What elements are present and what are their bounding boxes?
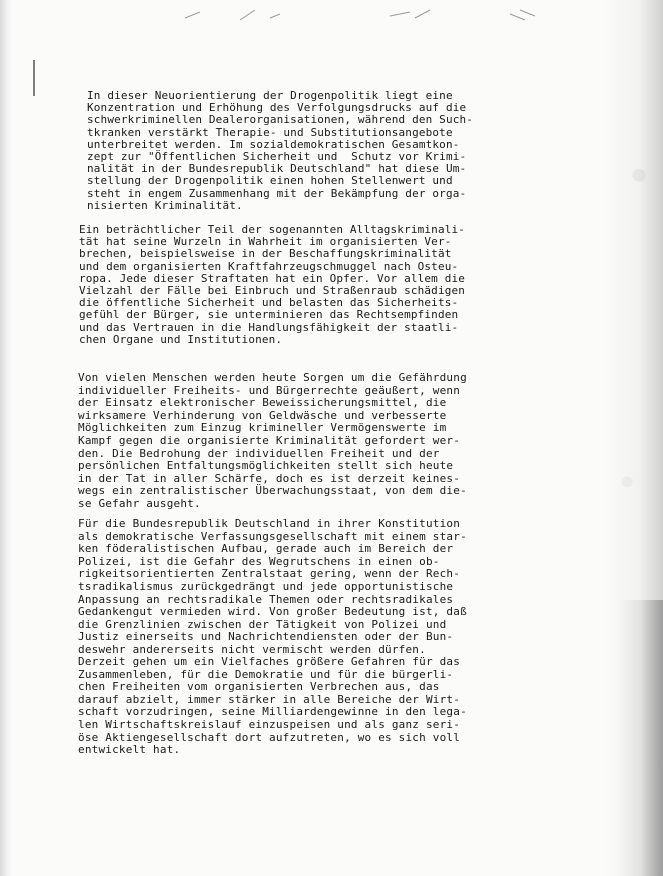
text-line: ropa. Jede dieser Straftaten hat ein Opfer. Vor allem die bbox=[79, 271, 466, 285]
text-line: individueller Freiheits- und Bürgerrechte geäußert, wenn bbox=[78, 383, 461, 397]
text-line: chen Freiheiten vom organisierten Verbrechen aus, das bbox=[78, 680, 440, 694]
text-line: Kampf gegen die organisierte Kriminalität gefordert wer- bbox=[78, 433, 461, 447]
text-line: Möglichkeiten zum Einzug krimineller Vermögenswerte im bbox=[78, 421, 447, 435]
text-line: nisierten Kriminalität. bbox=[87, 198, 243, 212]
text-line: rigkeitsorientierten Zentralstaat gering, wenn der Rech- bbox=[78, 567, 461, 581]
text-line: schaft vorzudringen, seine Milliardengewinne in den lega- bbox=[78, 705, 467, 719]
text-line: len Wirtschaftskreislauf einzuspeisen und als ganz seri- bbox=[78, 717, 461, 731]
text-line: wegs ein zentralistischer Überwachungsstaat, von dem die- bbox=[78, 484, 467, 498]
text-line: die öffentliche Sicherheit und belasten das Sicherheits- bbox=[79, 296, 459, 310]
text-line: deswehr andererseits nicht vermischt werden dürfen. bbox=[78, 642, 426, 656]
text-line: als demokratische Verfassungsgesellschaft mit einem star- bbox=[78, 529, 467, 543]
text-line: Für die Bundesrepublik Deutschland in ihrer Konstitution bbox=[78, 517, 461, 530]
text-line: chen Organe und Institutionen. bbox=[79, 332, 283, 346]
text-line: Vielzahl der Fälle bei Einbruch und Straßenraub schädigen bbox=[79, 284, 466, 298]
paragraph-organized-crime-dangers bbox=[78, 656, 467, 757]
text-line: Anpassung an rechtsradikale Themen oder rechtsradikales bbox=[78, 592, 454, 606]
text-line: Gedankengut vermieden wird. Von großer Bedeutung ist, daß bbox=[78, 605, 467, 619]
text-line: der Einsatz elektronischer Beweissicherungsmittel, die bbox=[78, 396, 447, 410]
text-line: die Grenzlinien zwischen der Tätigkeit von Polizei und bbox=[78, 617, 447, 631]
text-line: und das Vertrauen in die Handlungsfähigkeit der staatli- bbox=[79, 320, 459, 334]
text-line: steht in engem Zusammenhang mit der Bekämpfung der orga- bbox=[87, 186, 467, 200]
text-line: Derzeit gehen um ein Vielfaches größere Gefahren für das bbox=[78, 655, 461, 668]
text-line: zept zur "Öffentlichen Sicherheit und Schutz vor Krimi- bbox=[87, 150, 467, 164]
text-line: und dem organisierten Kraftfahrzeugschmuggel nach Osteu- bbox=[79, 259, 459, 273]
text-line: Ein beträchtlicher Teil der sogenannten Alltagskriminali- bbox=[79, 223, 466, 236]
text-line: tsradikalismus zurückgedrängt und jede opportunistische bbox=[78, 579, 454, 593]
text-line: in der Tat in aller Schärfe, doch es ist derzeit keines- bbox=[78, 471, 461, 485]
text-line: den. Die Bedrohung der individuellen Freiheit und der bbox=[78, 446, 440, 460]
text-line: In dieser Neuorientierung der Drogenpolitik liegt eine bbox=[87, 89, 453, 102]
text-line: nalität in der Bundesrepublik Deutschland" hat diese Um- bbox=[87, 162, 467, 176]
text-line: tkranken verstärkt Therapie- und Substitutionsangebote bbox=[87, 125, 453, 139]
paragraph-drug-policy bbox=[87, 90, 473, 212]
text-line: Zusammenleben, für die Demokratie und für die bürgerli- bbox=[78, 667, 454, 681]
text-line: Konzentration und Erhöhung des Verfolgungsdrucks auf die bbox=[87, 101, 467, 115]
text-line: schwerkriminellen Dealerorganisationen, während den Such- bbox=[87, 113, 474, 127]
text-line: wirksamere Verhinderung von Geldwäsche und verbesserte bbox=[78, 408, 447, 422]
paragraph-federal-constitution bbox=[78, 518, 467, 657]
scan-artifact-top-marks bbox=[180, 6, 540, 24]
text-line: darauf abzielt, immer stärker in alle Bereiche der Wirt- bbox=[78, 692, 461, 706]
text-line: tät hat seine Wurzeln in Wahrheit im organisierten Ver- bbox=[79, 235, 452, 249]
text-line: Justiz einerseits und Nachrichtendiensten oder der Bun- bbox=[78, 630, 454, 644]
text-line: brechen, beispielsweise in der Beschaffungskriminalität bbox=[79, 247, 452, 261]
text-line: gefühl der Bürger, sie unterminieren das Rechtsempfinden bbox=[79, 308, 459, 322]
scan-artifact-left-mark bbox=[30, 58, 38, 98]
text-line: entwickelt hat. bbox=[78, 743, 181, 757]
text-line: Polizei, ist die Gefahr des Wegrutschens in einen ob- bbox=[78, 554, 440, 568]
paragraph-everyday-crime bbox=[79, 224, 465, 346]
scan-shadow-left bbox=[0, 0, 12, 876]
paragraph-civil-rights bbox=[78, 372, 467, 511]
text-line: öse Aktiengesellschaft dort aufzutreten, wo es sich voll bbox=[78, 730, 461, 744]
text-line: Von vielen Menschen werden heute Sorgen um die Gefährdung bbox=[78, 371, 467, 384]
text-line: stellung der Drogenpolitik einen hohen Stellenwert und bbox=[87, 174, 453, 188]
text-line: se Gefahr ausgeht. bbox=[78, 496, 201, 510]
text-line: ken föderalistischen Aufbau, gerade auch im Bereich der bbox=[78, 542, 454, 556]
text-line: unterbreitet werden. Im sozialdemokratischen Gesamtkon- bbox=[87, 137, 460, 151]
text-line: persönlichen Entfaltungsmöglichkeiten stellt sich heute bbox=[78, 459, 454, 473]
scan-shadow-right-bottom bbox=[618, 600, 663, 876]
